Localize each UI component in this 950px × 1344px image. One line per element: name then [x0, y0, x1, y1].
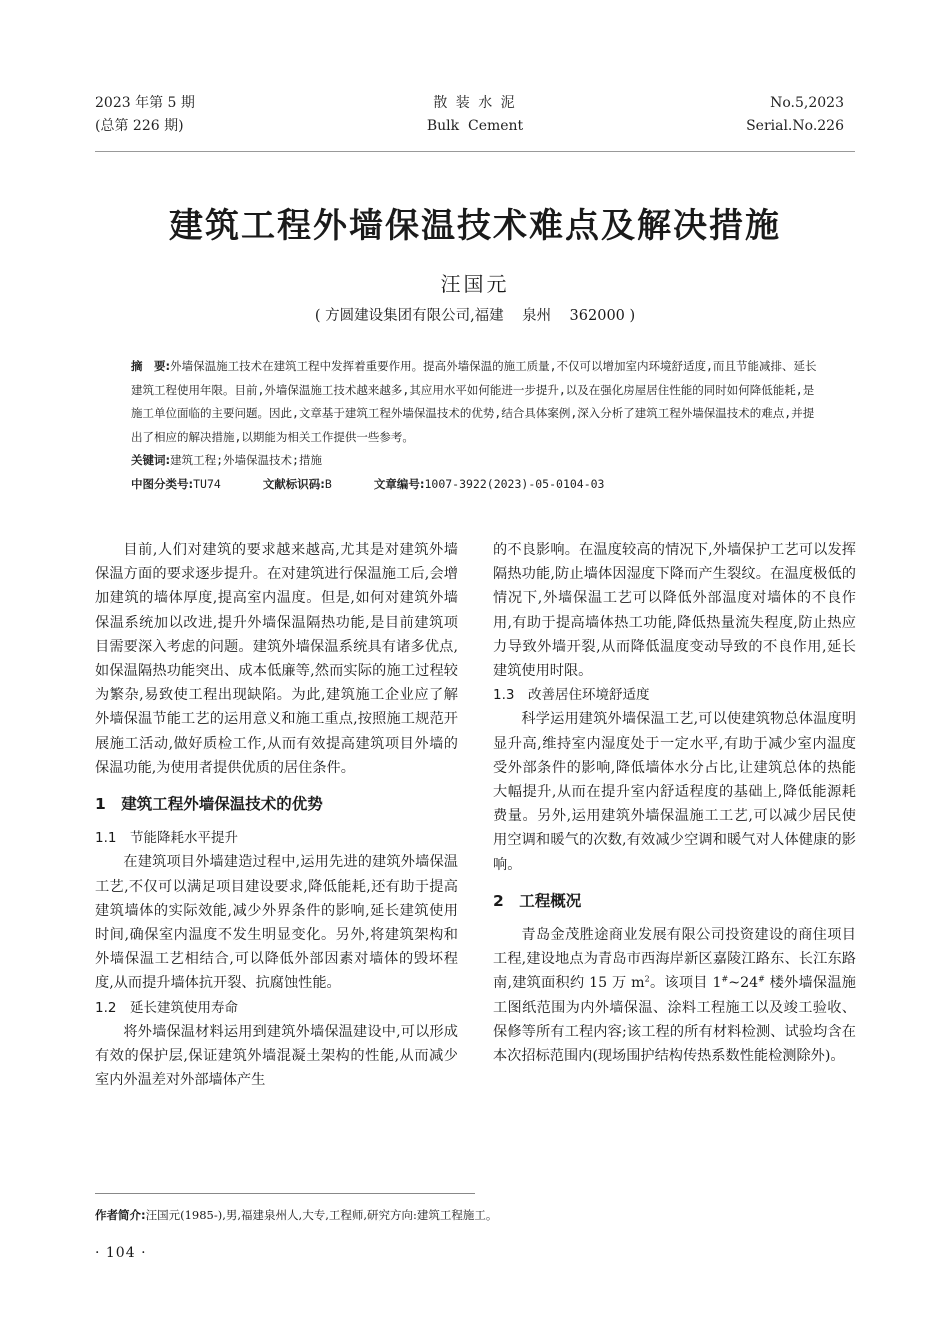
- abstract: [131, 355, 821, 449]
- section-2-heading: 2 工程概况: [493, 891, 582, 910]
- author-bio-label: 作者简介:: [95, 1208, 146, 1222]
- section-2-text-d: 楼外墙保温施工图纸范围为内外墙保温、涂料工程施工以及竣工验收、保修等所有工程内容;该工程的所有材料检测、试验均含在本次招标范围内(现场围护结构传热系数性能检测除外)。: [493, 975, 856, 1065]
- section-2-paragraph: [493, 923, 856, 1068]
- journal-issue: [95, 92, 195, 138]
- building-superscript-1: #: [721, 974, 729, 984]
- article-no-value: 1007-3922(2023)-05-0104-03: [424, 476, 605, 491]
- doc-code-value: B: [324, 476, 332, 491]
- keywords-text: 建筑工程;外墙保温技术;措施: [170, 453, 322, 467]
- clc-label: 中图分类号:: [131, 476, 194, 491]
- section-1-2-paragraph: 将外墙保温材料运用到建筑外墙保温建设中,可以形成有效的保护层,保证建筑外墙混凝土架构的性能,从而减少室内外温差对外部墙体产生: [95, 1023, 458, 1089]
- issue-line-en: No.5,2023: [770, 95, 844, 111]
- section-2-text-a: 青岛金茂胜途商业发展有限公司投资建设的商住项目工程,建设地点为青岛市西海岸新区嘉陵江路东、长江东路南,建筑面积约 15 万 m: [493, 927, 856, 992]
- section-2-text-b: 。该项目 1: [649, 975, 722, 992]
- section-1-3-paragraph: 科学运用建筑外墙保温工艺,可以使建筑物总体温度明显升高,维持室内湿度处于一定水平,有助于减少室内温度受外部条件的影响,降低墙体水分占比,让建筑总体的热能大幅提升,从而在提升室内舒适程度的基础上,降低能源耗费量。另外,运用建筑外墙保温施工工艺,可以减少居民使用空调和暖气的次数,有效减少空调和暖气对人体健康的影响。: [493, 711, 856, 873]
- abstract-block: [131, 355, 821, 496]
- keywords-label: 关键词:: [131, 453, 171, 467]
- serial-line: (总第 226 期): [95, 118, 184, 134]
- journal-name-cn: 散 装 水 泥: [433, 95, 517, 111]
- article-no-label: 文章编号:: [373, 476, 425, 491]
- classification-row: [131, 473, 821, 497]
- serial-line-en: Serial.No.226: [746, 118, 844, 134]
- abstract-label: 摘 要:: [131, 359, 171, 373]
- issue-line: 2023 年第 5 期: [95, 95, 195, 111]
- keywords: [131, 449, 821, 473]
- page-number: · 104 ·: [95, 1245, 147, 1261]
- right-column: [493, 538, 856, 1068]
- section-1-3-heading: 1.3 改善居住环境舒适度: [493, 687, 650, 704]
- footnote-rule: [95, 1193, 475, 1194]
- doc-code-label: 文献标识码:: [262, 476, 325, 491]
- journal-name-en: Bulk Cement: [426, 118, 524, 134]
- author-bio-text: 汪国元(1985-),男,福建泉州人,大专,工程师,研究方向:建筑工程施工。: [145, 1208, 498, 1222]
- section-1-2-continued: 的不良影响。在温度较高的情况下,外墙保护工艺可以发挥隔热功能,防止墙体因湿度下降而产生裂纹。在温度极低的情况下,外墙保温工艺可以降低外部温度对墙体的不良作用,有助于提高墙体热工功能,降低热量流失程度,防止热应力导致外墙开裂,从而降低温度变动导致的不良作用,延长建筑使用时限。: [493, 542, 856, 680]
- header-rule: [95, 151, 855, 152]
- intro-paragraph: 目前,人们对建筑的要求越来越高,尤其是对建筑外墙保温方面的要求逐步提升。在对建筑进行保温施工后,会增加建筑的墙体厚度,提高室内温度。但是,如何对建筑外墙保温系统加以改进,提升外墙保温隔热功能,是目前建筑项目需要深入考虑的问题。建筑外墙保温系统具有诸多优点,如保温隔热功能突出、成本低廉等,然而实际的施工过程较为繁杂,易致使工程出现缺陷。为此,建筑施工企业应了解外墙保温节能工艺的运用意义和施工重点,按照施工规范开展施工活动,做好质检工作,从而有效提高建筑项目外墙的保温功能,为使用者提供优质的居住条件。: [95, 542, 458, 776]
- clc-value: TU74: [193, 476, 221, 491]
- journal-name: [395, 92, 555, 138]
- area-superscript: 2: [644, 974, 650, 984]
- abstract-text: 外墙保温施工技术在建筑工程中发挥着重要作用。提高外墙保温的施工质量,不仅可以增加室内环境舒适度,而且节能减排、延长建筑工程使用年限。目前,外墙保温施工技术越来越多,其应用水平如何能进一步提升,以及在强化房屋居住性能的同时如何降低能耗,是施工单位面临的主要问题。因此,文章基于建筑工程外墙保温技术的优势,结合具体案例,深入分析了建筑工程外墙保温技术的难点,并提出了相应的解决措施,以期能为相关工作提供一些参考。: [131, 359, 817, 444]
- author-name: 汪国元: [440, 272, 510, 296]
- section-1-1-heading: 1.1 节能降耗水平提升: [95, 830, 238, 847]
- section-1-1-paragraph: 在建筑项目外墙建造过程中,运用先进的建筑外墙保温工艺,不仅可以满足项目建设要求,降低能耗,还有助于提高建筑墙体的实际效能,减少外界条件的影响,延长建筑使用时间,确保室内温度不发生明显变化。另外,将建筑架构和外墙保温工艺相结合,可以降低外部因素对墙体的毁坏程度,从而提升墙体抗开裂、抗腐蚀性能。: [95, 854, 458, 992]
- section-2-text-c: ~24: [728, 975, 759, 992]
- affiliation: ( 方圆建设集团有限公司,福建 泉州 362000 ): [314, 308, 636, 324]
- building-superscript-2: #: [758, 974, 765, 984]
- left-column: [95, 538, 458, 1092]
- article-title: 建筑工程外墙保温技术难点及解决措施: [169, 206, 781, 246]
- author-bio: [95, 1205, 497, 1225]
- journal-issue-en: [746, 92, 844, 138]
- section-1-heading: 1 建筑工程外墙保温技术的优势: [95, 795, 323, 814]
- section-1-2-heading: 1.2 延长建筑使用寿命: [95, 999, 238, 1016]
